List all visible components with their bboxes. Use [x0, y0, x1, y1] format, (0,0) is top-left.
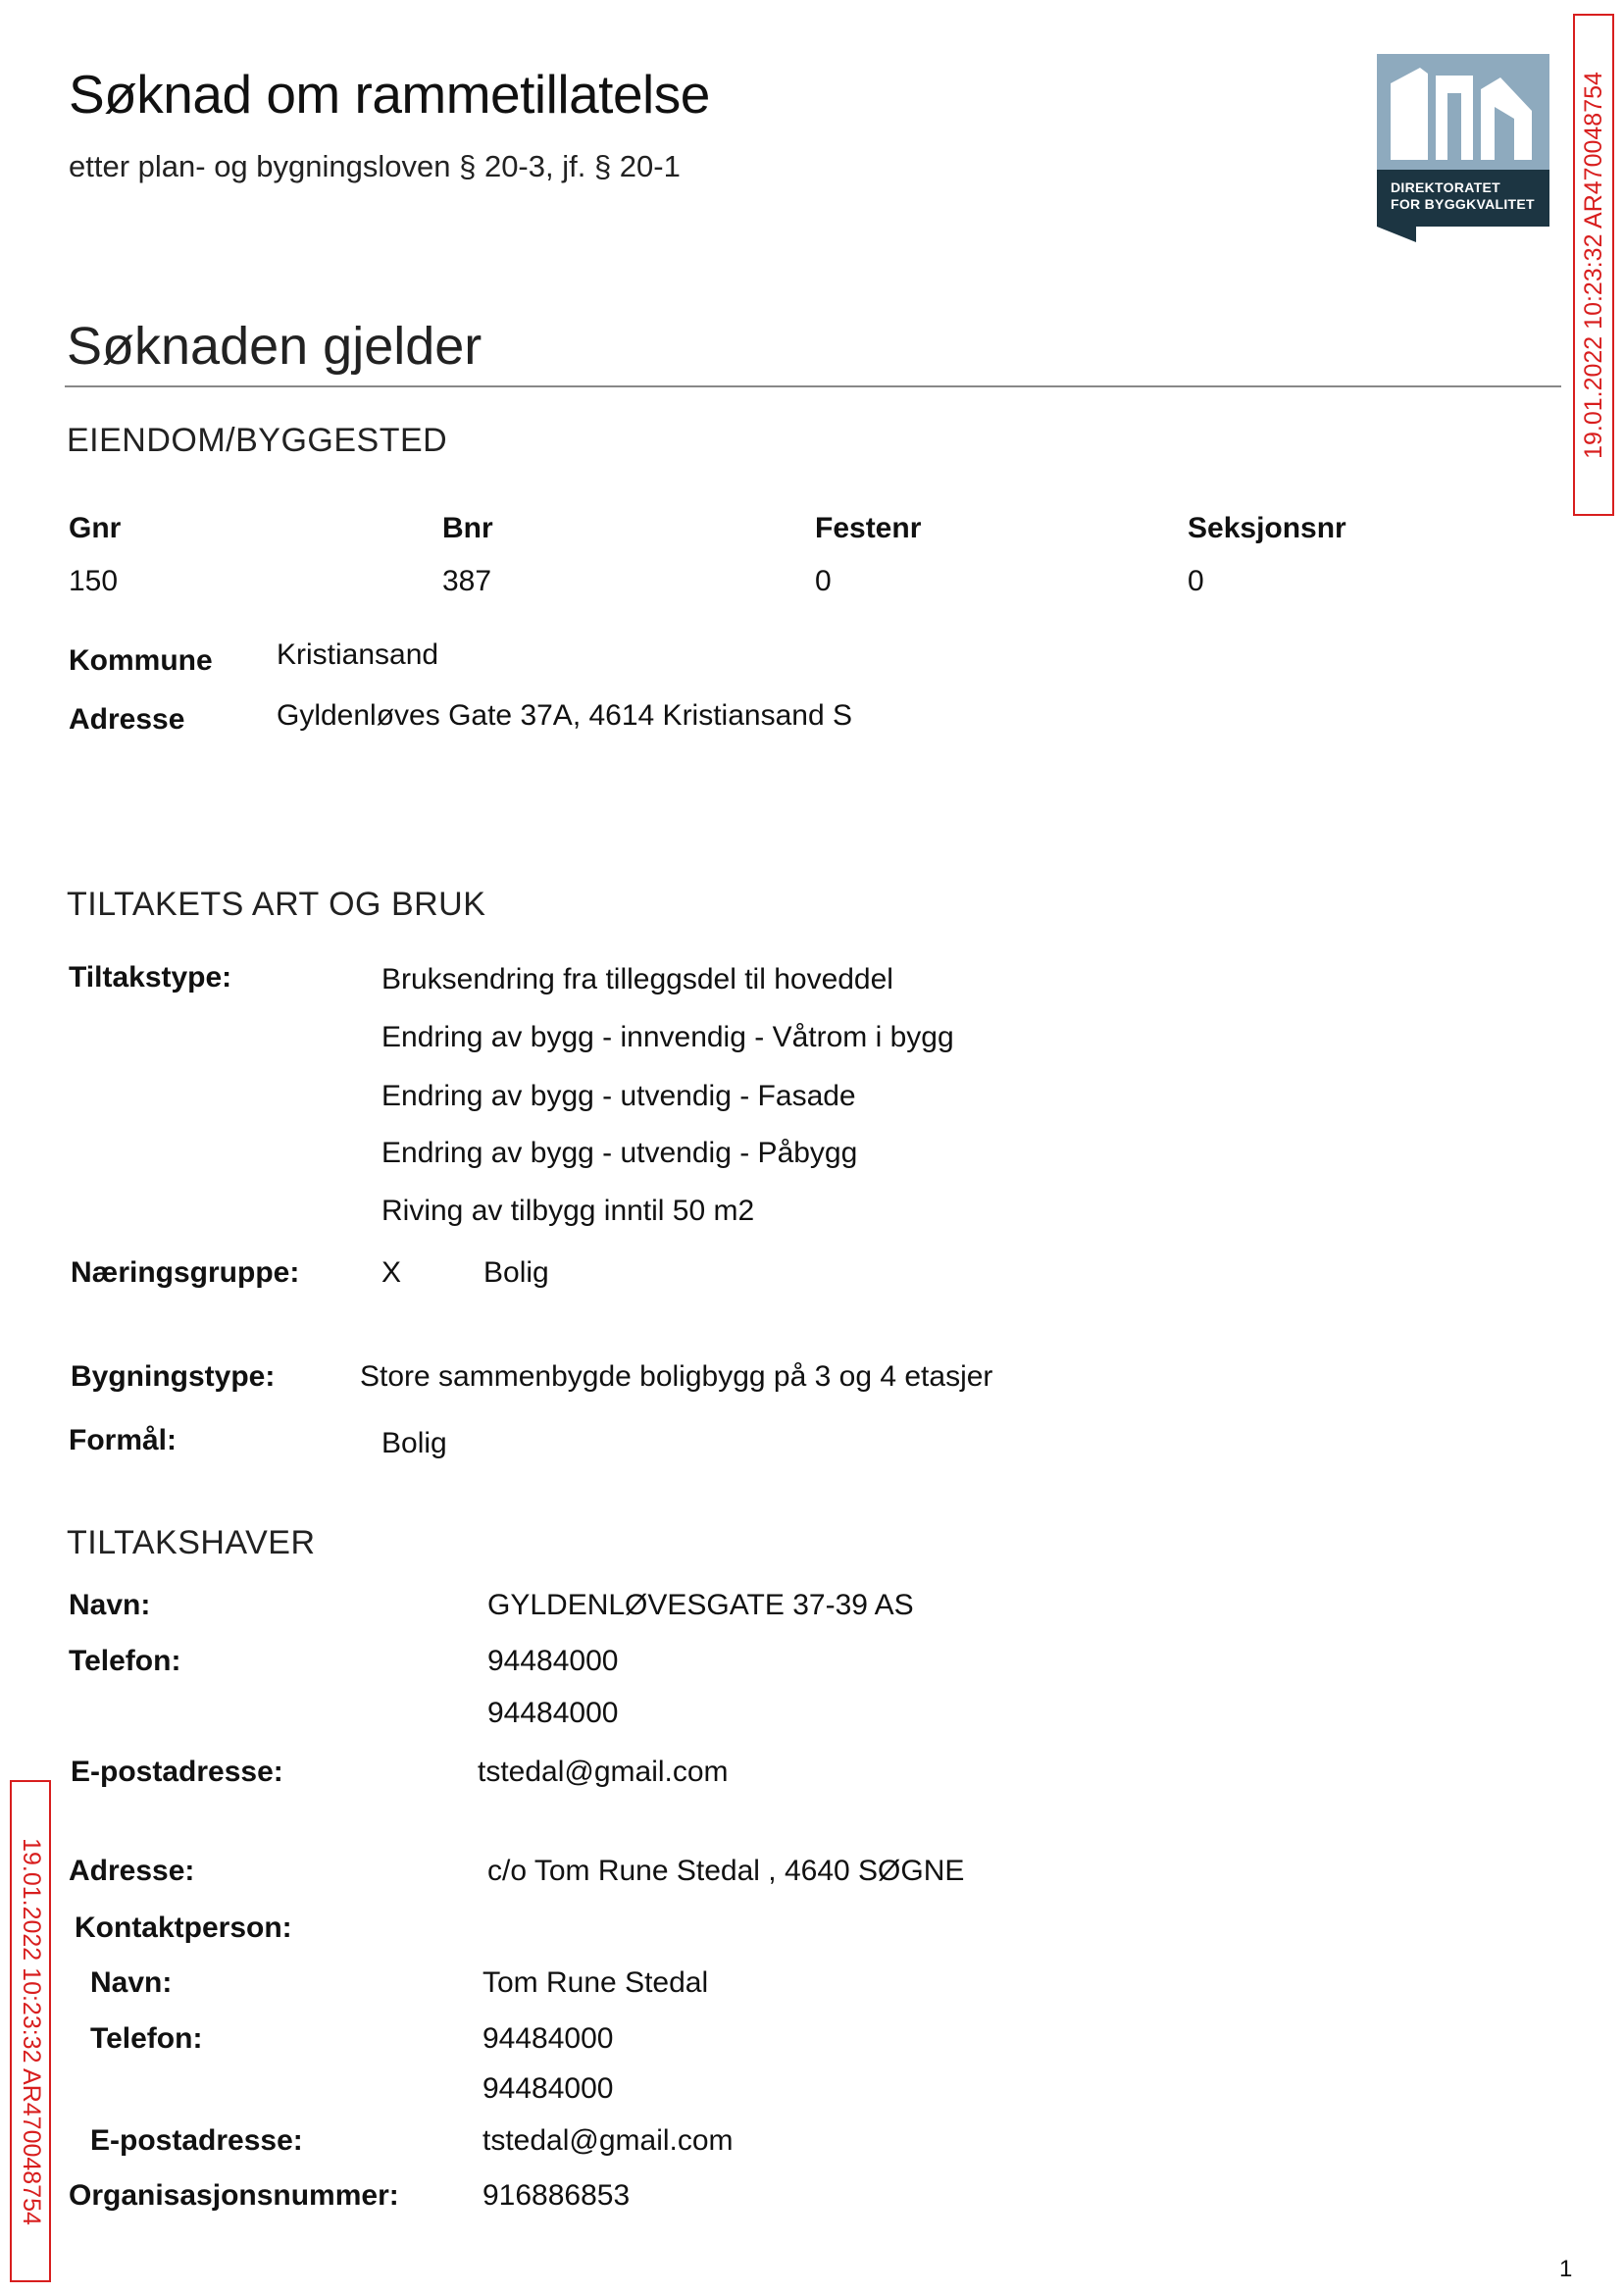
tiltakshaver-epost-value: tstedal@gmail.com — [478, 1756, 729, 1788]
naeringsgruppe-code: X — [381, 1256, 402, 1289]
bygningstype-value: Store sammenbygde boligbygg på 3 og 4 etasjer — [360, 1360, 993, 1393]
tiltakshaver-telefon-label: Telefon: — [69, 1645, 181, 1677]
tiltak-heading: TILTAKETS ART OG BRUK — [67, 886, 486, 923]
festenr-value: 0 — [815, 565, 832, 597]
festenr-label: Festenr — [815, 512, 922, 544]
archive-stamp-left — [10, 1780, 51, 2282]
archive-stamp-text: 19.01.2022 10:23:32 AR470048754 — [1579, 71, 1607, 459]
kontaktperson-label: Kontaktperson: — [75, 1912, 292, 1944]
tiltakshaver-navn-value: GYLDENLØVESGATE 37-39 AS — [487, 1589, 914, 1621]
formal-label: Formål: — [69, 1424, 178, 1456]
document-subtitle: etter plan- og bygningsloven § 20-3, jf. § 20-1 — [69, 149, 681, 183]
document-title: Søknad om rammetillatelse — [69, 64, 710, 125]
seksjonsnr-label: Seksjonsnr — [1188, 512, 1346, 544]
kontakt-navn-label: Navn: — [90, 1966, 173, 1999]
tiltakstype-item: Endring av bygg - utvendig - Fasade — [381, 1080, 856, 1112]
kontakt-epost-label: E-postadresse: — [90, 2124, 303, 2157]
eiendom-heading: EIENDOM/BYGGESTED — [67, 422, 448, 459]
kontakt-telefon-value: 94484000 — [482, 2072, 614, 2105]
kontakt-telefon-label: Telefon: — [90, 2022, 203, 2055]
orgnr-value: 916886853 — [482, 2179, 631, 2212]
kontakt-telefon-value: 94484000 — [482, 2022, 614, 2055]
bnr-label: Bnr — [442, 512, 493, 544]
tiltakshaver-epost-label: E-postadresse: — [71, 1756, 283, 1788]
tiltakshaver-adresse-label: Adresse: — [69, 1855, 195, 1887]
kommune-label: Kommune — [69, 644, 213, 677]
bygningstype-label: Bygningstype: — [71, 1360, 276, 1393]
gnr-value: 150 — [69, 565, 119, 597]
kontakt-epost-value: tstedal@gmail.com — [482, 2124, 734, 2157]
section-divider — [65, 385, 1561, 387]
tiltakstype-item: Endring av bygg - innvendig - Våtrom i bygg — [381, 1021, 954, 1053]
naeringsgruppe-label: Næringsgruppe: — [71, 1256, 300, 1289]
adresse-value: Gyldenløves Gate 37A, 4614 Kristiansand S — [277, 699, 852, 732]
kommune-value: Kristiansand — [277, 638, 439, 671]
tiltakshaver-telefon-value: 94484000 — [487, 1645, 619, 1677]
tiltakstype-item: Bruksendring fra tilleggsdel til hoveddel — [381, 963, 893, 995]
adresse-label: Adresse — [69, 703, 185, 736]
gnr-label: Gnr — [69, 512, 122, 544]
tiltakshaver-navn-label: Navn: — [69, 1589, 151, 1621]
tiltakstype-item: Riving av tilbygg inntil 50 m2 — [381, 1195, 755, 1227]
seksjonsnr-value: 0 — [1188, 565, 1204, 597]
tiltakshaver-heading: TILTAKSHAVER — [67, 1524, 316, 1561]
tiltakshaver-adresse-value: c/o Tom Rune Stedal , 4640 SØGNE — [487, 1855, 965, 1887]
tiltakstype-item: Endring av bygg - utvendig - Påbygg — [381, 1137, 858, 1169]
section-title: Søknaden gjelder — [67, 317, 482, 376]
archive-stamp-text: 19.01.2022 10:23:32 AR470048754 — [17, 1837, 45, 2225]
kontakt-navn-value: Tom Rune Stedal — [482, 1966, 709, 1999]
page-number: 1 — [1559, 2256, 1573, 2282]
orgnr-label: Organisasjonsnummer: — [69, 2179, 399, 2212]
logo-text-line2: FOR BYGGKVALITET — [1391, 196, 1535, 212]
dibk-logo — [1377, 54, 1549, 242]
archive-stamp-right — [1573, 14, 1614, 516]
tiltakstype-label: Tiltakstype: — [69, 961, 232, 994]
formal-value: Bolig — [381, 1427, 447, 1459]
tiltakshaver-telefon-value: 94484000 — [487, 1697, 619, 1729]
dibk-logo-mark — [1377, 54, 1549, 242]
bnr-value: 387 — [442, 565, 492, 597]
logo-text-line1: DIREKTORATET — [1391, 179, 1500, 195]
naeringsgruppe-value: Bolig — [483, 1256, 549, 1289]
